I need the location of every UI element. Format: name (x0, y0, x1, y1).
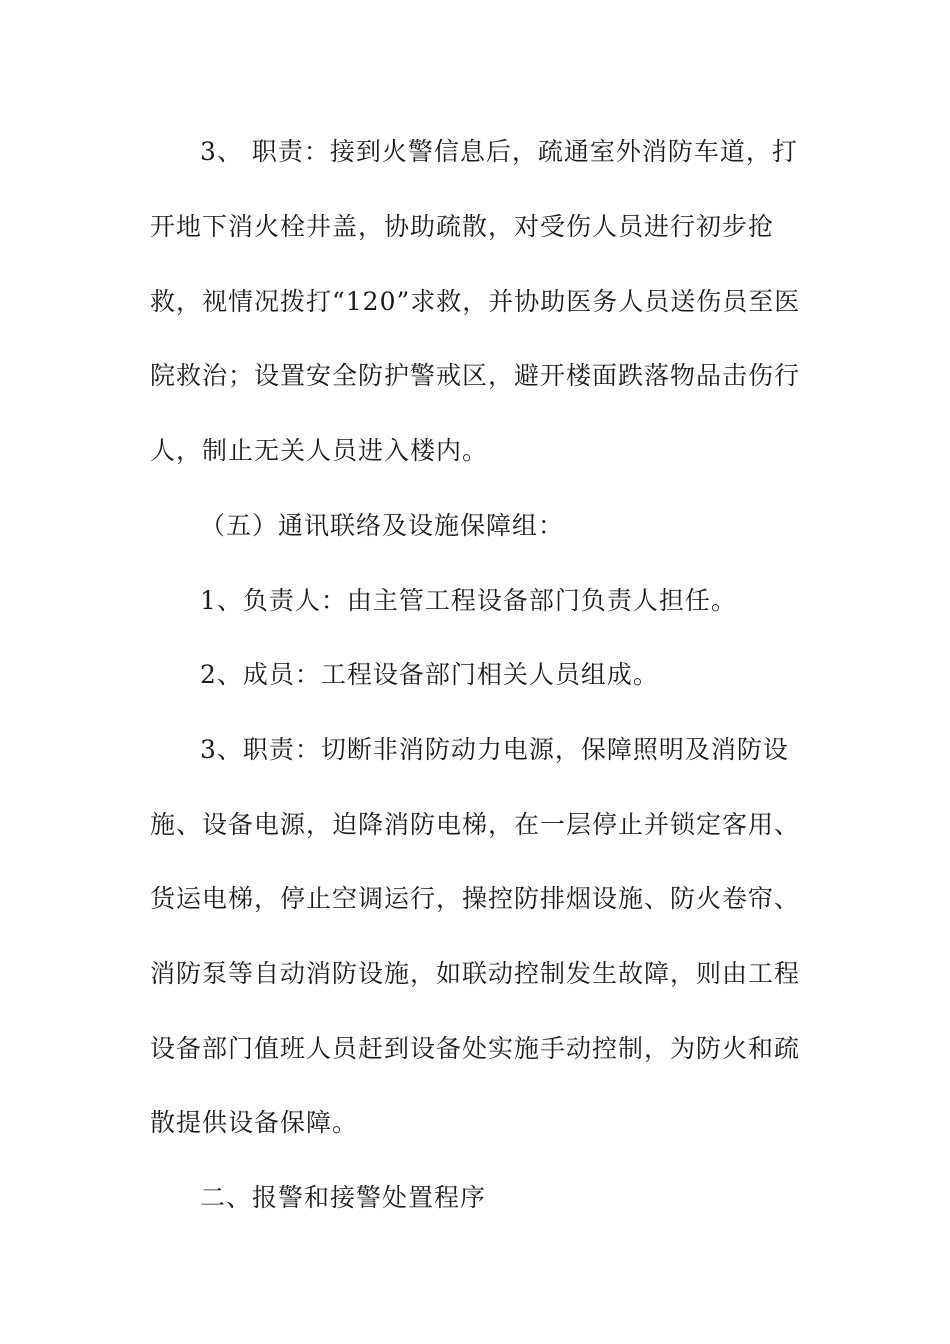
text-line: 院救治；设置安全防护警戒区，避开楼面跌落物品击伤行 (150, 361, 801, 390)
section-heading: 二、报警和接警处置程序 (200, 1183, 487, 1212)
text-line: 3、 职责：接到火警信息后，疏通室外消防车道，打 (200, 137, 798, 166)
text-line: 散提供设备保障。 (150, 1108, 359, 1137)
text-line: 2、成员：工程设备部门相关人员组成。 (200, 660, 659, 689)
text-line: 救，视情况拨打“120”求救，并协助医务人员送伤员至医 (150, 287, 801, 316)
text-line: 货运电梯，停止空调运行，操控防排烟设施、防火卷帘、 (150, 884, 801, 913)
text-line: 3、职责：切断非消防动力电源，保障照明及消防设 (200, 735, 789, 764)
text-line: 设备部门值班人员赶到设备处实施手动控制，为防火和疏 (150, 1034, 801, 1063)
text-line: 1、负责人：由主管工程设备部门负责人担任。 (200, 586, 737, 615)
text-line: 人，制止无关人员进入楼内。 (150, 436, 489, 465)
section-heading: （五）通讯联络及设施保障组： (200, 511, 565, 540)
text-line: 施、设备电源，迫降消防电梯，在一层停止并锁定客用、 (150, 810, 801, 839)
text-line: 消防泵等自动消防设施，如联动控制发生故障，则由工程 (150, 959, 801, 988)
text-line: 开地下消火栓井盖，协助疏散，对受伤人员进行初步抢 (150, 212, 775, 241)
